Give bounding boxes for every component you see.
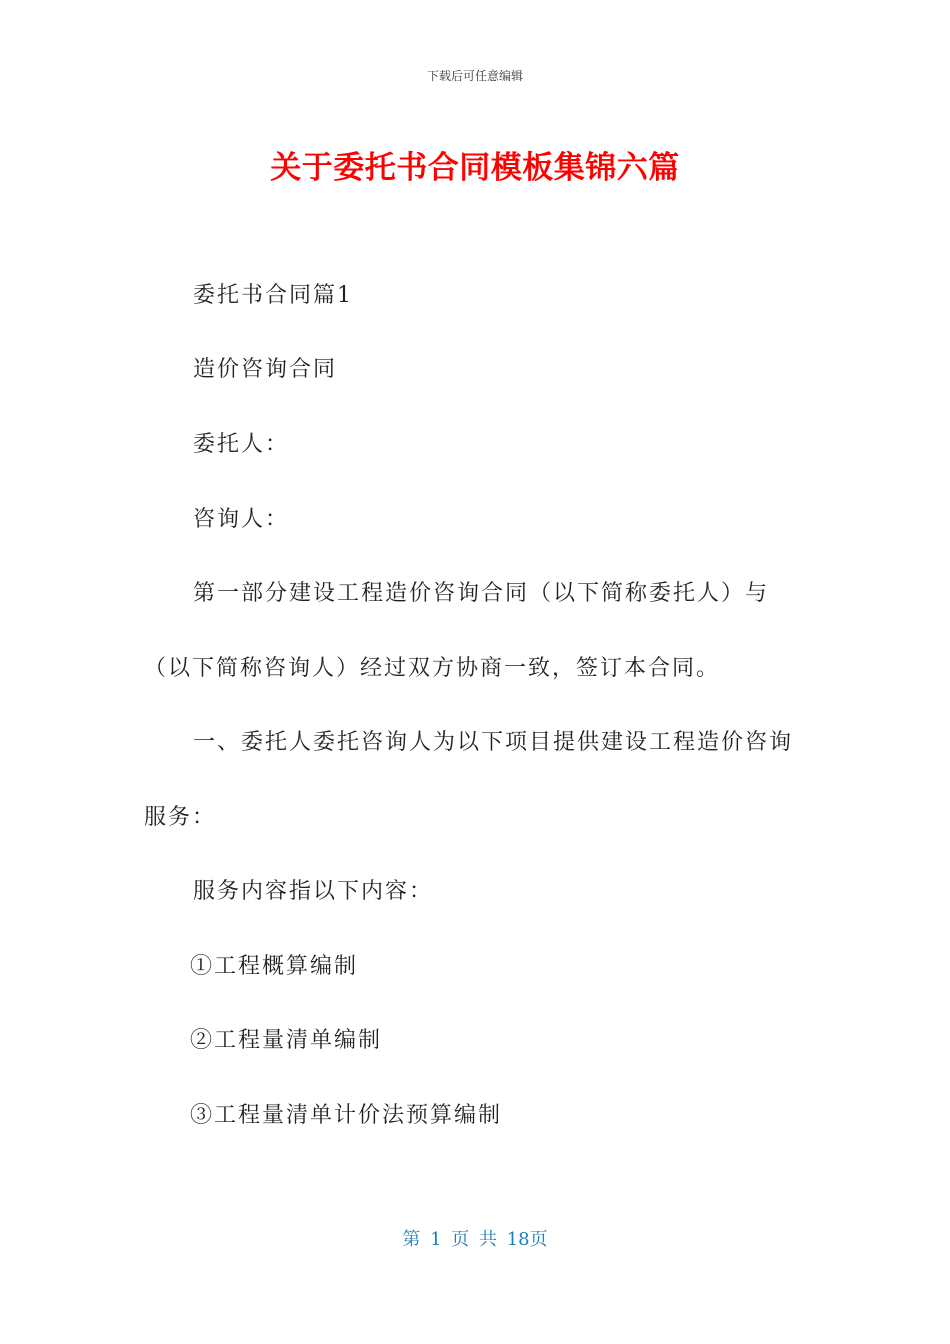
paragraph-service-content: 服务内容指以下内容： (193, 879, 434, 904)
list-item-2: ②工程量清单编制 (190, 1028, 383, 1053)
paragraph-part-one-line1: 第一部分建设工程造价咨询合同（以下简称委托人）与 (193, 581, 770, 606)
paragraph-consultant: 咨询人： (193, 507, 290, 532)
document-title: 关于委托书合同模板集锦六篇 (270, 150, 680, 186)
list-item-3: ③工程量清单计价法预算编制 (190, 1103, 503, 1128)
paragraph-section-heading: 委托书合同篇1 (193, 283, 353, 308)
page-number-footer: 第 1 页 共 18页 (402, 1229, 548, 1250)
paragraph-contract-name: 造价咨询合同 (193, 357, 338, 382)
paragraph-clause-one-line2: 服务： (144, 805, 217, 830)
paragraph-client: 委托人： (193, 432, 290, 457)
paragraph-part-one-line2: （以下简称咨询人）经过双方协商一致，签订本合同。 (144, 656, 721, 681)
header-note: 下载后可任意编辑 (426, 69, 523, 83)
list-item-1: ①工程概算编制 (190, 954, 359, 979)
paragraph-clause-one-line1: 一、委托人委托咨询人为以下项目提供建设工程造价咨询 (193, 730, 794, 755)
